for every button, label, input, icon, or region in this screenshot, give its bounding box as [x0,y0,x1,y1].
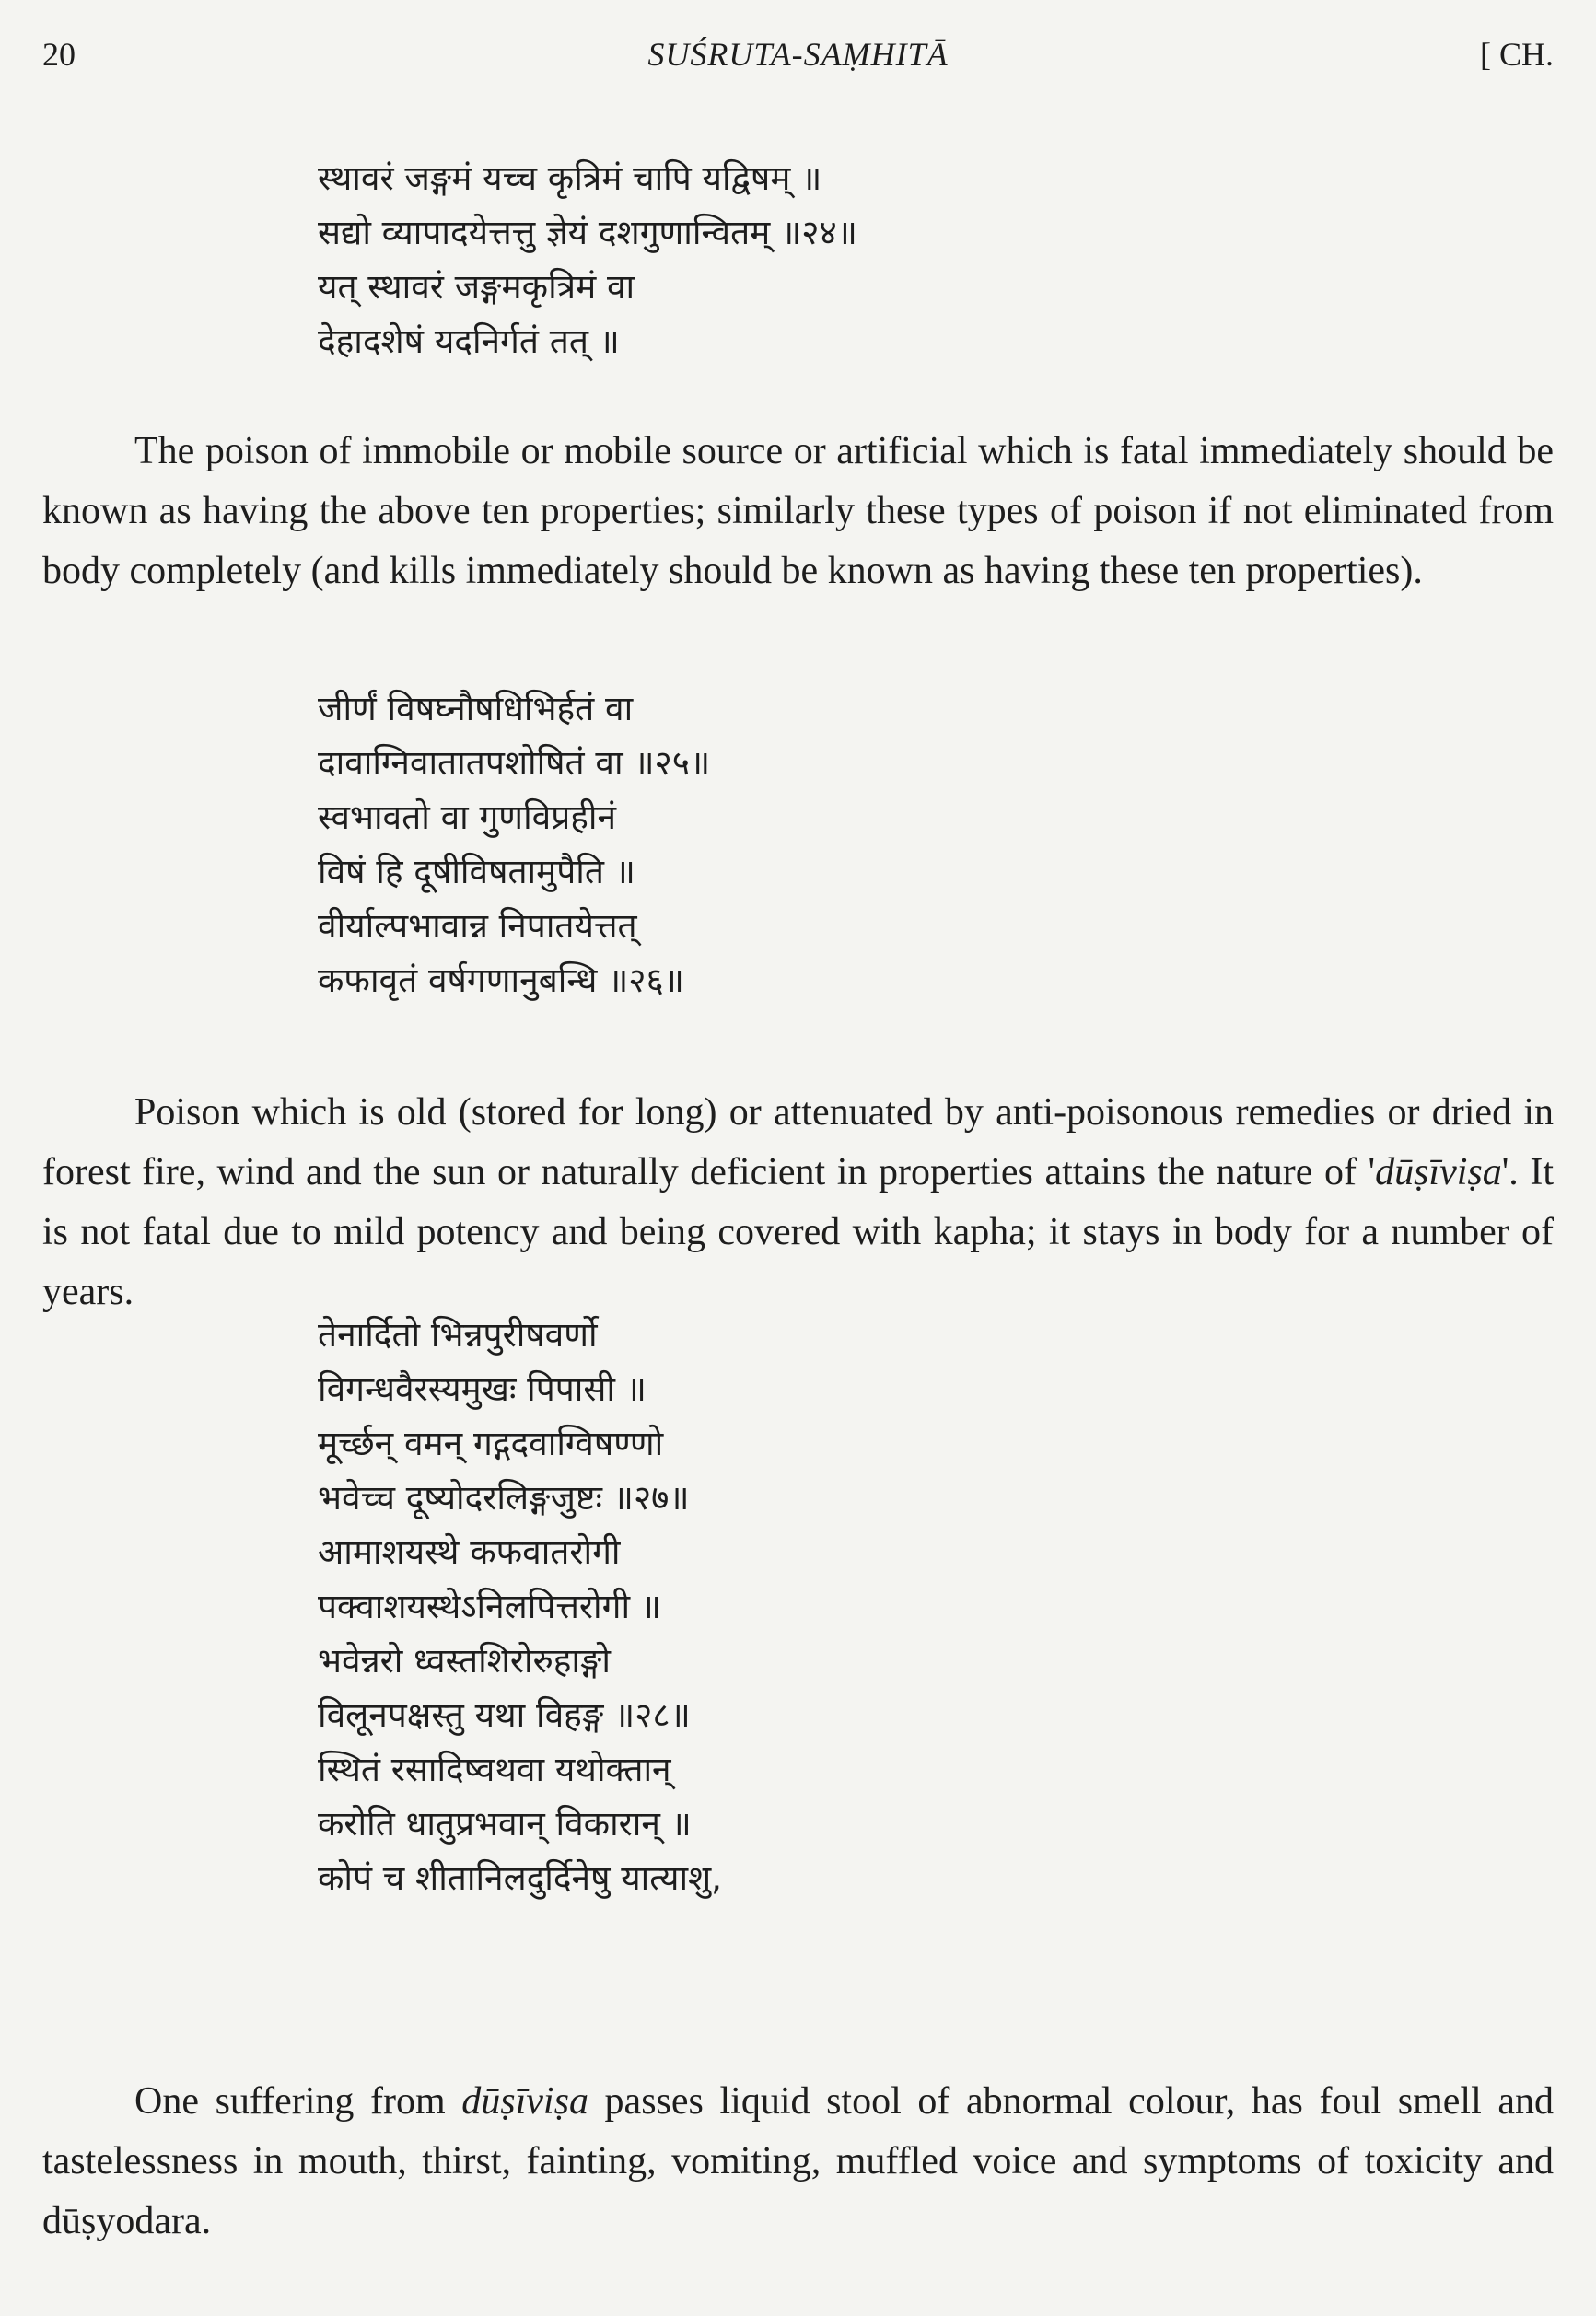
translation-paragraph-3 [42,2072,1554,2252]
verse-line: स्थितं रसादिष्वथवा यथोक्तान् [318,1750,671,1789]
verse-line: भवेन्नरो ध्वस्तशिरोरुहाङ्गो [318,1641,611,1681]
verse-line: मूर्च्छन् वमन् गद्गदवाग्विषण्णो [318,1424,664,1463]
paragraph-text: passes liquid stool of abnormal colour, has foul smell and tastelessness in mouth, thirst, fainting, vomiting, muffled voice and symptoms of toxicity and dūṣyodara. [42,2080,1554,2242]
paragraph-text: Poison which is old (stored for long) or attenuated by anti-poisonous remedies or dried in forest fire, wind and the sun or naturally deficient in properties attains the nature of ' [42,1091,1554,1193]
verse-line: वीर्याल्पभावान्न निपातयेत्तत् [318,906,637,946]
verse-line: विलूनपक्षस्तु यथा विहङ्ग ॥२८॥ [318,1695,691,1735]
verse-line: पक्वाशयस्थेऽनिलपित्तरोगी ॥ [318,1587,661,1626]
sanskrit-term: dūṣīviṣa [461,2080,588,2123]
paragraph-text: The poison of immobile or mobile source or artificial which is fatal immediately should be known as having the above ten properties; similarly these types of poison if not eliminated from body completely (and kills immediately should be known as having these ten properties). [42,430,1554,592]
verse-block-24 [318,151,857,368]
running-title: SUŚRUTA-SAṂHITĀ [647,36,949,73]
verse-line: तेनार्दितो भिन्नपुरीषवर्णो [318,1315,598,1355]
sanskrit-term: dūṣīviṣa [1375,1151,1502,1193]
verse-line: कोपं च शीतानिलदुर्दिनेषु यात्याशु, [318,1858,722,1898]
verse-line: कफावृतं वर्षगणानुबन्धि ॥२६॥ [318,960,684,1000]
verse-line: देहादशेषं यदनिर्गतं तत् ॥ [318,321,620,361]
page-number: 20 [42,36,76,73]
verse-line: यत् स्थावरं जङ्गमकृत्रिमं वा [318,267,635,307]
verse-line: भवेच्च दूष्योदरलिङ्गजुष्टः ॥२७॥ [318,1478,690,1518]
verse-line: स्थावरं जङ्गमं यच्च कृत्रिमं चापि यद्विषम् ॥ [318,158,822,198]
verse-line: स्वभावतो वा गुणविप्रहीनं [318,797,617,837]
verse-line: सद्यो व्यापादयेत्तत्तु ज्ञेयं दशगुणान्वितम् ॥२४॥ [318,213,857,252]
verse-line: विगन्धवैरस्यमुखः पिपासी ॥ [318,1369,647,1409]
paragraph-text: '. It is not fatal due to mild potency and being covered with kapha; it stays in body for a number of years. [42,1151,1554,1313]
translation-paragraph-2 [42,1083,1554,1322]
chapter-mark: [ CH. [1480,36,1554,73]
verse-block-25-26 [318,681,710,1007]
verse-line: दावाग्निवातातपशोषितं वा ॥२५॥ [318,743,711,783]
translation-paragraph-1 [42,422,1554,601]
verse-line: आमाशयस्थे कफवातरोगी [318,1532,621,1572]
verse-block-27-28 [318,1308,722,1905]
verse-line: जीर्णं विषघ्नौषधिभिर्हतं वा [318,689,634,728]
verse-line: विषं हि दूषीविषतामुपैति ॥ [318,852,635,891]
running-header [42,35,1554,81]
paragraph-text: One suffering from [134,2080,462,2123]
verse-line: करोति धातुप्रभवान् विकारान् ॥ [318,1804,692,1844]
